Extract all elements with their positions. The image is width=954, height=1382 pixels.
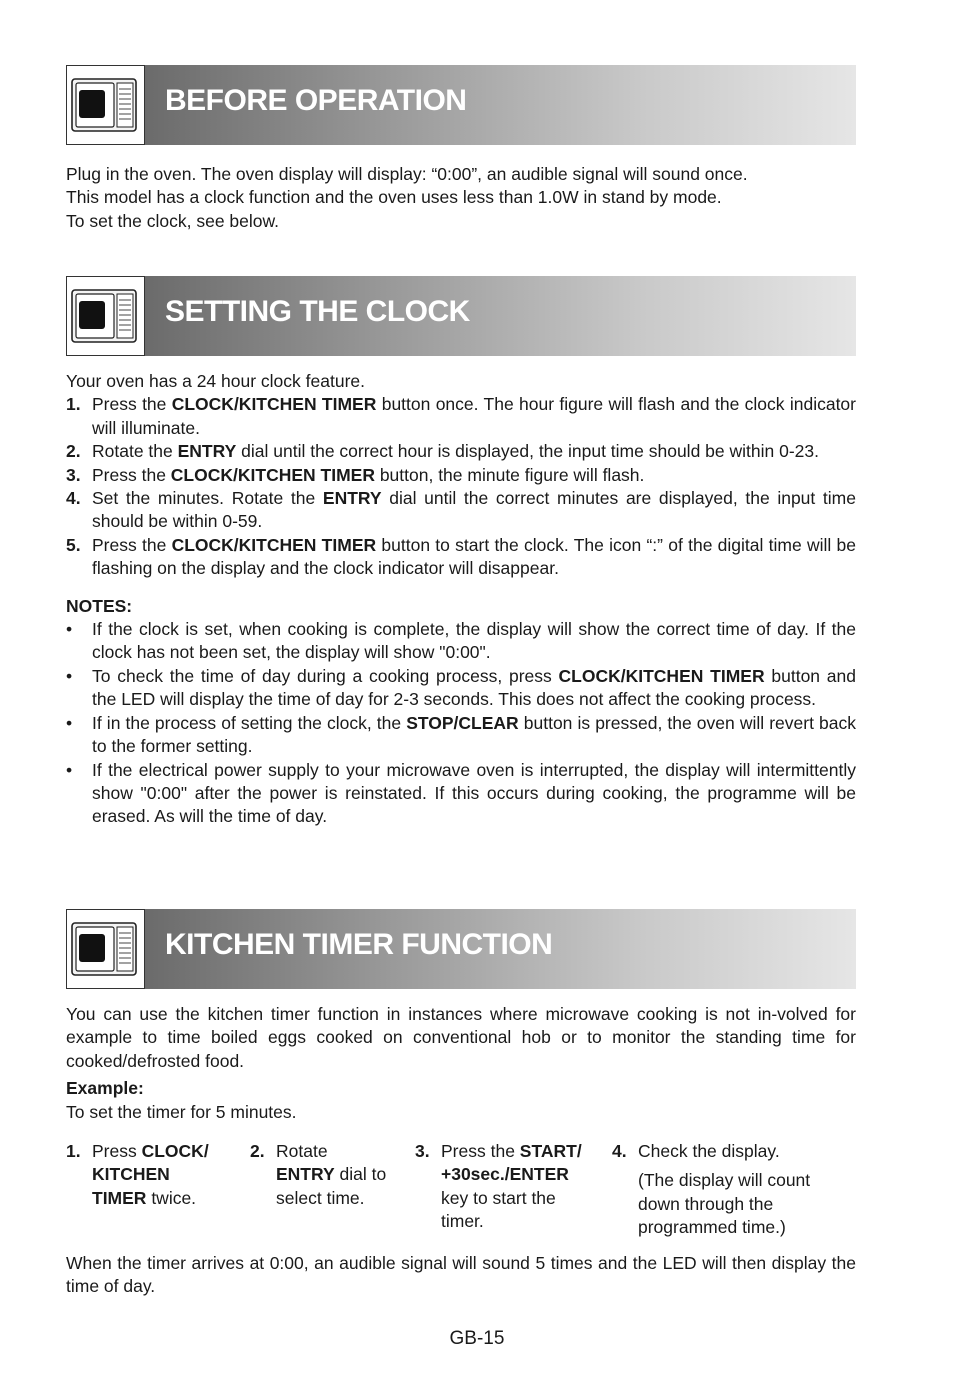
- list-item: 5. Press the CLOCK/KITCHEN TIMER button to start the clock. The icon “:” of the digital time will be flashing on the display and the clock indicator will disappear.: [66, 534, 856, 579]
- timer-outro: When the timer arrives at 0:00, an audible signal will sound 5 times and the LED will then display the time of day.: [66, 1253, 856, 1297]
- example-text: To set the timer for 5 minutes.: [66, 1101, 297, 1122]
- bullet-icon: •: [66, 759, 73, 780]
- list-item: 1. Press the CLOCK/KITCHEN TIMER button once. The hour figure will flash and the clock indicator will illuminate.: [66, 394, 856, 438]
- list-item: • To check the time of day during a cooking process, press CLOCK/KITCHEN TIMER button and the LED will display the time of day for 2-3 seconds. This does not affect the cooking process.: [66, 665, 857, 710]
- section-banner-before-operation: [66, 65, 856, 145]
- section-banner-setting-clock: [66, 276, 856, 356]
- bullet-icon: •: [66, 712, 73, 733]
- kitchen-timer-body: [66, 1003, 856, 1124]
- microwave-icon: [66, 65, 145, 145]
- example-heading: Example:: [66, 1078, 144, 1099]
- setting-clock-body: [66, 370, 856, 829]
- section-title: KITCHEN TIMER FUNCTION: [165, 928, 553, 961]
- bullet-icon: •: [66, 665, 73, 686]
- intro-text: You can use the kitchen timer function in instances where microwave cooking is not in-volved for example to time boiled eggs cooked on conventional hob or to monitor the standing time for cooked/defrosted food.: [66, 1004, 856, 1071]
- section-title: BEFORE OPERATION: [165, 84, 467, 117]
- list-item: 2. Rotate the ENTRY dial until the correct hour is displayed, the input time should be within 0-23.: [66, 441, 819, 462]
- page-number: GB-15: [449, 1328, 505, 1349]
- intro-text: Your oven has a 24 hour clock feature.: [66, 371, 365, 391]
- section-title: SETTING THE CLOCK: [165, 295, 470, 328]
- text-line: To set the clock, see below.: [66, 210, 280, 231]
- list-item: • If the clock is set, when cooking is complete, the display will show the correct time of day. If the clock has not been set, the display will show "0:00".: [66, 619, 856, 663]
- microwave-icon: [66, 276, 145, 356]
- bullet-icon: •: [66, 619, 73, 640]
- list-item: 4. Set the minutes. Rotate the ENTRY dial until the correct minutes are displayed, the input time should be within 0-59.: [66, 488, 856, 532]
- notes-heading: NOTES:: [66, 595, 133, 616]
- microwave-icon: [66, 909, 145, 989]
- list-item: • If the electrical power supply to your microwave oven is interrupted, the display will intermittently show "0:00" after the power is reinstated. If this occurs during cooking, the programme will be erased. As will the time of day.: [66, 759, 856, 827]
- before-operation-text: [66, 163, 856, 233]
- list-item: • If in the process of setting the clock, the STOP/CLEAR button is pressed, the oven will revert back to the former setting.: [66, 712, 856, 757]
- text-line: This model has a clock function and the oven uses less than 1.0W in stand by mode.: [66, 187, 722, 208]
- text-line: Plug in the oven. The oven display will display: “0:00”, an audible signal will sound once.: [66, 164, 748, 184]
- section-banner-kitchen-timer: [66, 909, 856, 989]
- list-item: 3. Press the CLOCK/KITCHEN TIMER button, the minute figure will flash.: [66, 464, 645, 485]
